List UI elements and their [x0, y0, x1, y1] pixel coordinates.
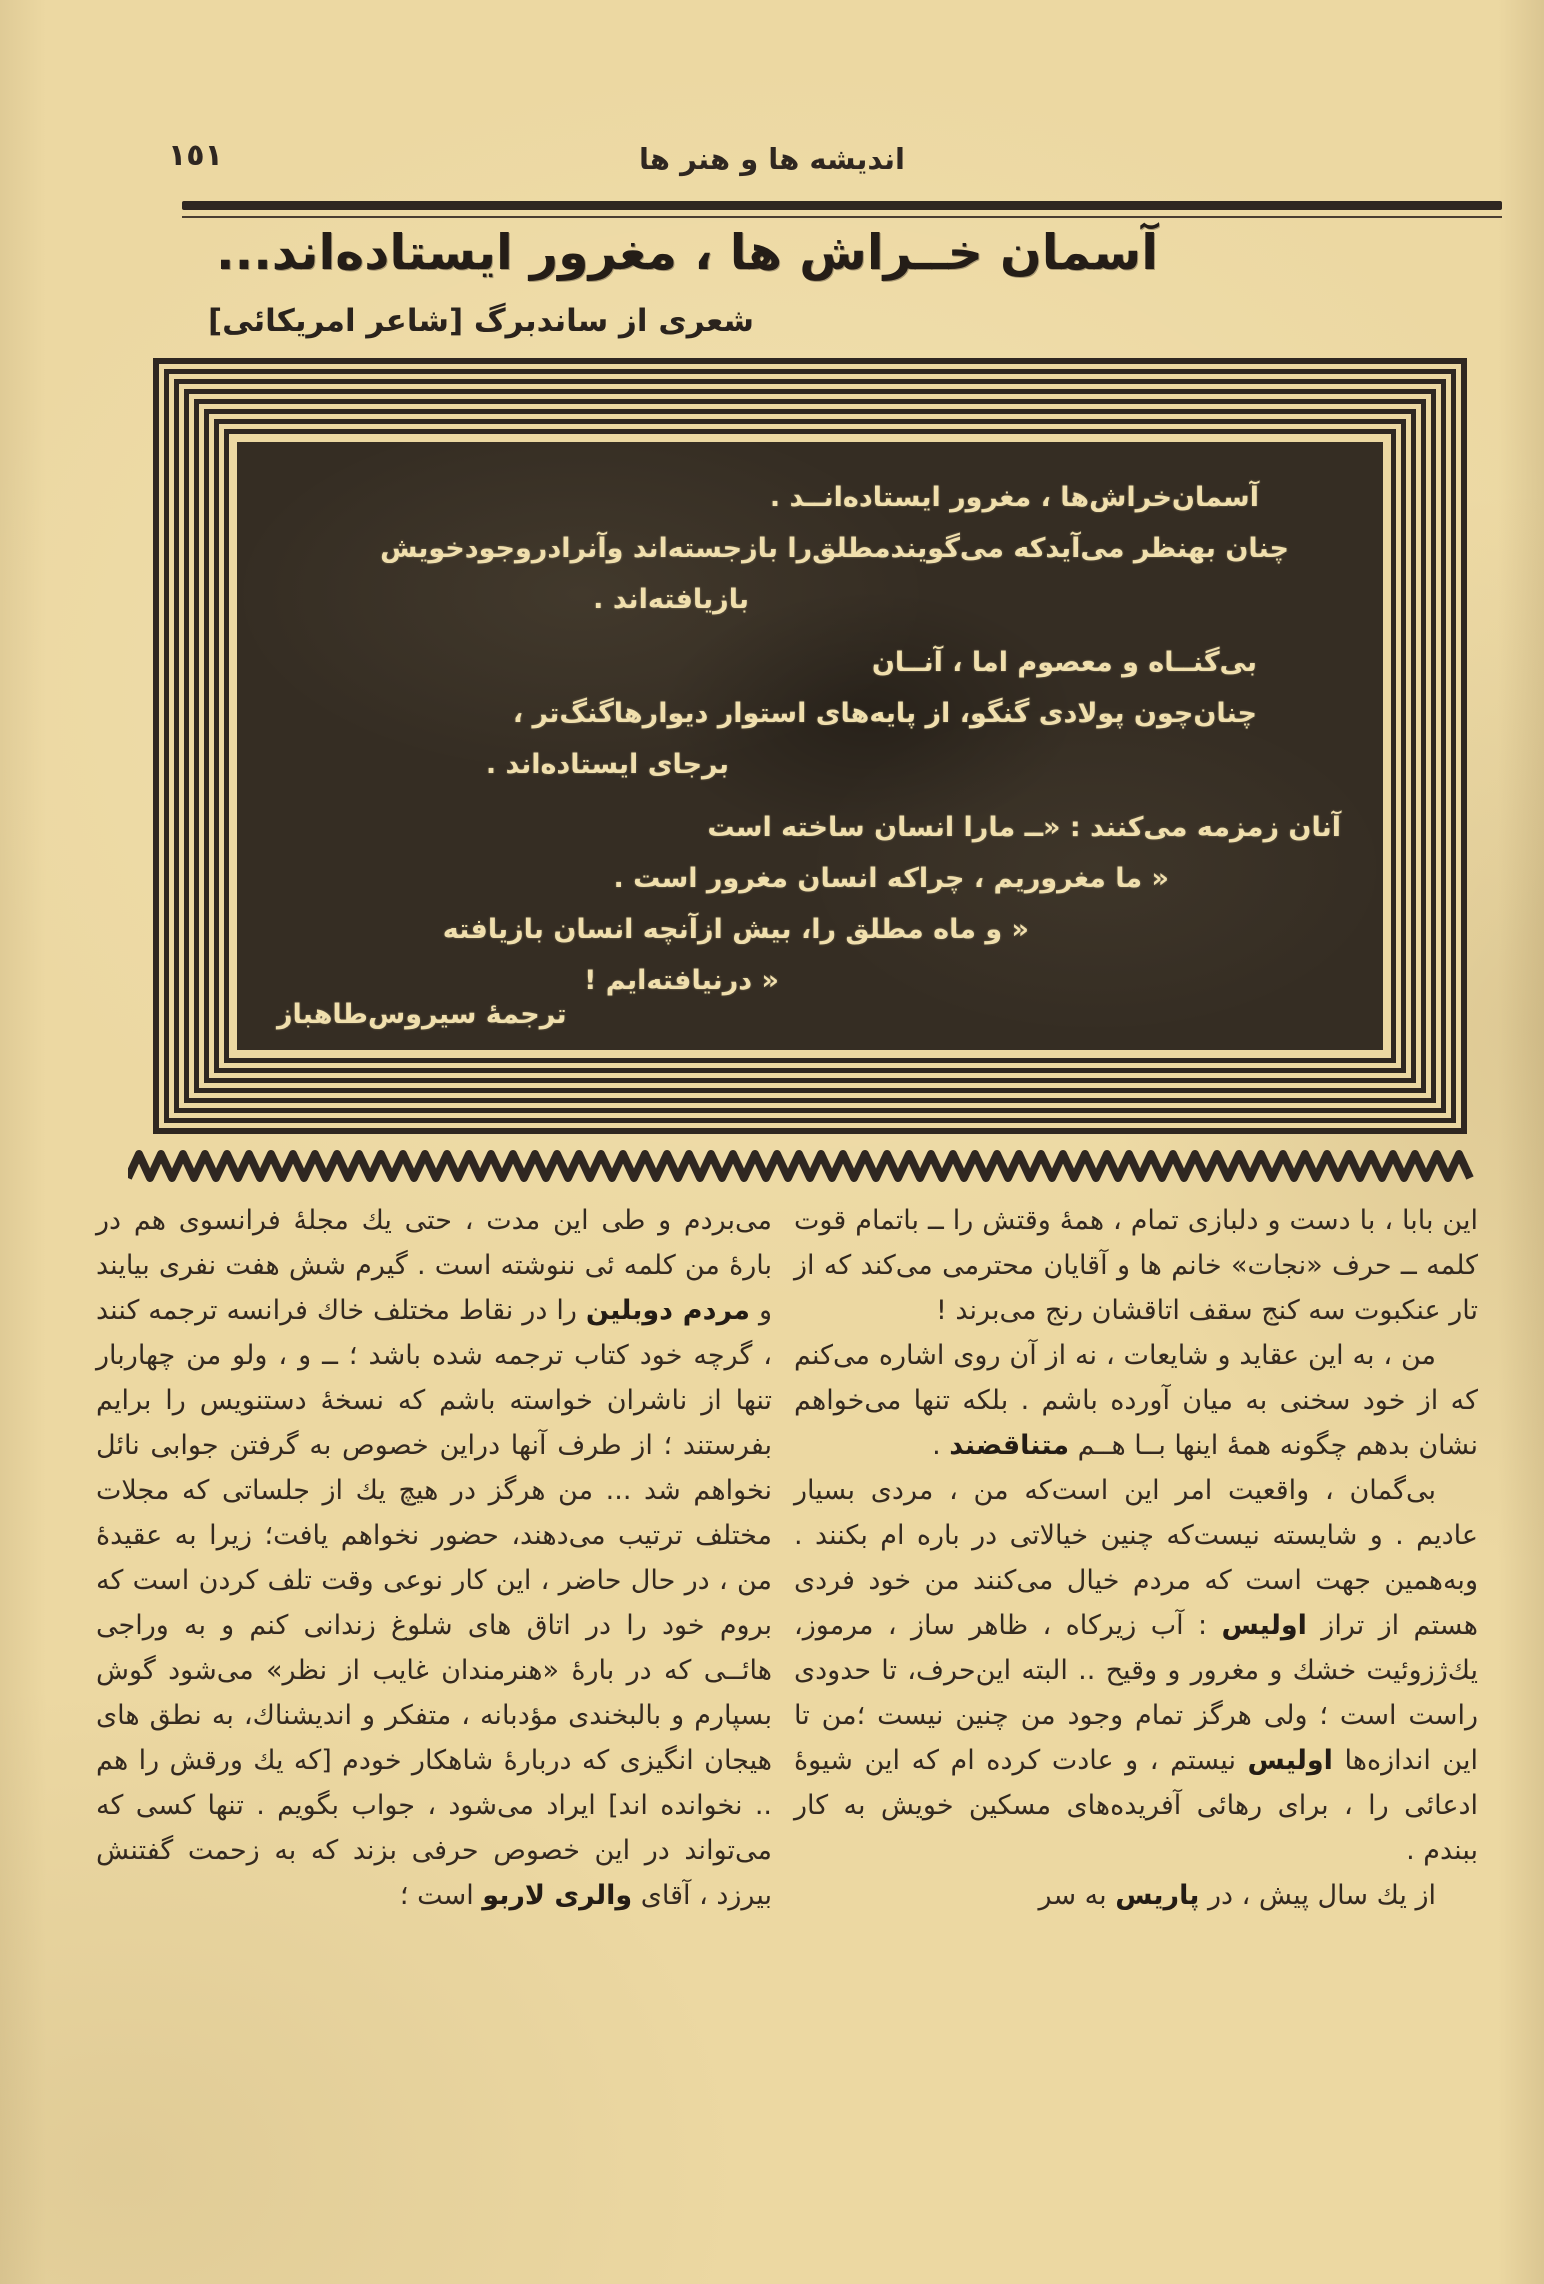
poem-line: آسمان‌خراش‌ها ، مغرور ایستاده‌انــد .: [769, 482, 1259, 513]
poem-line: « ما مغروریم ، چراکه انسان مغرور است .: [613, 863, 1169, 894]
poem-lines: [267, 472, 1349, 1006]
poem-line: « و ماه مطلق را، بیش ازآنچه انسان بازیافته: [442, 914, 1029, 945]
bold-term: مردم دوبلین: [585, 1295, 750, 1326]
poem-box: [237, 442, 1383, 1050]
poem-line: « درنیافته‌ایم !: [584, 965, 779, 996]
column-right: [794, 1198, 1478, 1918]
text-run: را در نقاط مختلف خاك فرانسه ترجمه کنند ، گرچه خود کتاب ترجمه شده باشد ؛ ــ و ، ولو من چهاربار تنها از ناشران خواسته باشم که نسخهٔ دستنویس را برایم بفرستند ؛ از طرف آنها دراین خصوص به گرفتن جوابی نائل نخواهم شد ... من هرگز در هیچ یك از جلساتی که مجلات مختلف ترتیب می‌دهند، حضور نخواهم یافت؛ زیرا به عقیدهٔ من ، در حال حاضر ، این کار نوعی وقت تلف کردن است که بروم خود را در اتاق های شلوغ زندانی کنم و به وراجی هائــی که در بارهٔ «هنرمندان غایب از نظر» می‌شود گوش بسپارم و بالبخندی مؤدبانه ، متفکر و اندیشناك، به نطق های هیجان انگیزی که دربارهٔ شاهکار خودم [که یك ورقش را هم .. نخوانده اند] ایراد می‌شود ، جواب بگویم . تنها کسی که می‌تواند در این خصوص حرفی بزند که به زحمت گفتنش بیرزد ، آقای: [96, 1295, 772, 1911]
poem-line: چنان‌چون پولادی گنگو، از پایه‌های استوار دیوارهاگنگ‌تر ،: [512, 698, 1257, 729]
header-rule-thick: [182, 201, 1502, 210]
text-run: به سر: [1038, 1880, 1116, 1911]
poem-line: چنان بهنظر می‌آیدکه می‌گویندمطلق‌را بازجسته‌اند وآنرادروجودخویش: [380, 533, 1289, 564]
bold-term: متناقضند: [949, 1430, 1070, 1461]
column-left: [96, 1198, 772, 1918]
bold-term: پاریس: [1115, 1880, 1200, 1911]
bold-term: والری لاربو: [482, 1880, 633, 1911]
text-run: بی‌گمان ، واقعیت امر این است‌که من ، مردی بسیار عادیم . و شایسته نیست‌که چنین خیالاتی در باره ام بکنند . وبه‌همین جهت است که مردم خیال می‌کنند من خود فردی هستم از تراز: [794, 1475, 1478, 1641]
poem-line: بازیافته‌اند .: [593, 584, 749, 615]
text-run: است ؛: [399, 1880, 483, 1911]
text-run: .: [932, 1430, 950, 1461]
text-run: : آب زیرکاه ، ظاهر ساز ، مرموز، یك‌ژزوئیت خشك و مغرور و وقیح .. البته این‌حرف، تا حدودی راست است ؛ ولی هرگز تمام وجود من چنین نیست ؛من تا این اندازه‌ها: [794, 1610, 1478, 1776]
text-run: از یك سال پیش ، در: [1199, 1880, 1436, 1911]
zigzag-divider: [128, 1148, 1476, 1184]
body-paragraph: [794, 1333, 1478, 1468]
poem-line: برجای ایستاده‌اند .: [485, 749, 729, 780]
article-byline: شعری از ساندبرگ [شاعر امریکائی]: [208, 303, 754, 339]
bold-term: اولیس: [1247, 1745, 1333, 1776]
body-paragraph: [794, 1873, 1478, 1918]
body-paragraph: [96, 1198, 772, 1918]
page-number: ١٥١: [168, 138, 223, 173]
article-title: آسمان خــراش ها ، مغرور ایستاده‌اند...: [215, 224, 1159, 281]
body-paragraph: [794, 1198, 1478, 1333]
body-paragraph: [794, 1468, 1478, 1873]
bold-term: اولیس: [1221, 1610, 1307, 1641]
text-run: من ، به این عقاید و شایعات ، نه از آن روی اشاره می‌کنم که از خود سخنی به میان آورده باشم . بلکه تنها می‌خواهم نشان بدهم چگونه همهٔ اینها بــا هــم: [794, 1340, 1478, 1461]
poem-line: آنان زمزمه می‌کنند : «ــ مارا انسان ساخته است: [707, 812, 1341, 843]
running-head: اندیشه ها و هنر ها: [639, 142, 905, 176]
poem-line: بی‌گنــاه و معصوم اما ، آنــان: [871, 647, 1257, 678]
text-run: این بابا ، با دست و دلبازی تمام ، همهٔ وقتش را ــ باتمام قوت کلمه ــ حرف «نجات» خانم ها و آقایان محترمی می‌کند که از تار عنکبوت سه کنج سقف اتاقشان رنج می‌برند !: [794, 1205, 1478, 1326]
header-rule-thin: [182, 216, 1502, 218]
text-run: می‌بردم و طی این مدت ، حتی یك مجلهٔ فرانسوی هم در بارهٔ من کلمه ئی ننوشته است . گیرم شش هفت نفری بیایند و: [96, 1205, 772, 1326]
text-run: نیستم ، و عادت کرده ام که این شیوهٔ ادعائی را ، برای رهائی آفریده‌های مسکین خویش به کار ببندم .: [794, 1745, 1478, 1866]
poem-translator: ترجمهٔ سیروس‌طاهباز: [277, 999, 567, 1030]
